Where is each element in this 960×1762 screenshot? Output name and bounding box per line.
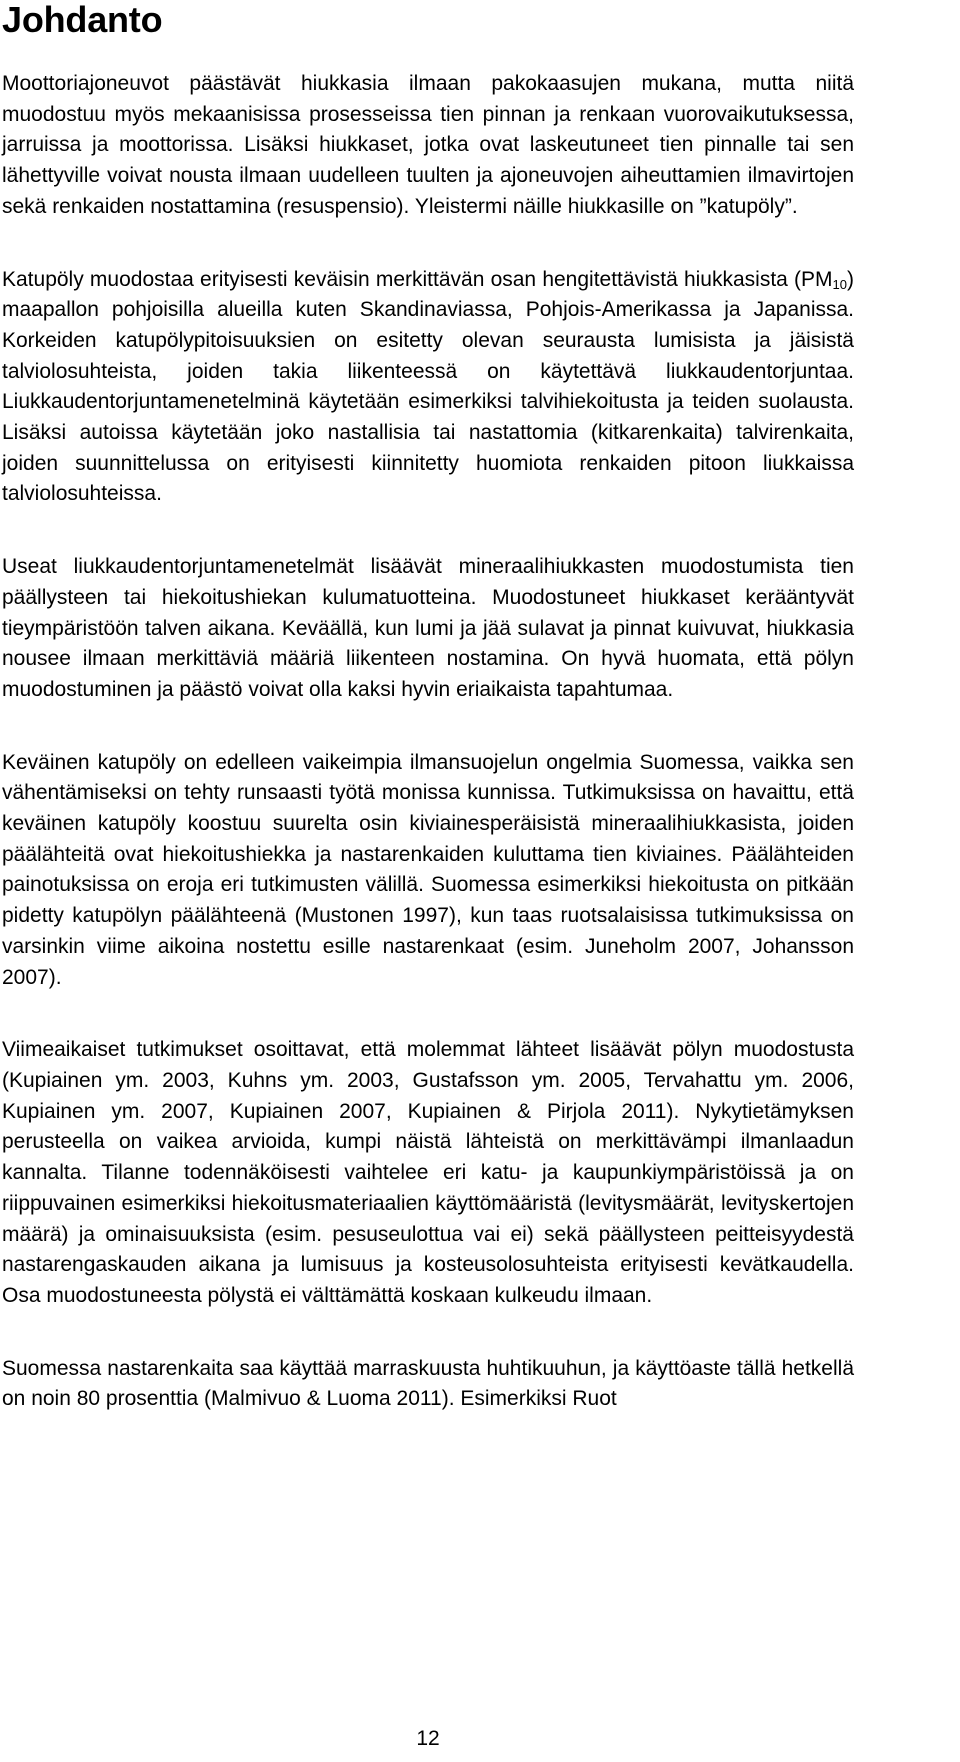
paragraph-2 [2, 265, 854, 511]
paragraph-2-text-b: ) maapallon pohjoisilla alueilla kuten Skandinaviassa, Pohjois-Amerikassa ja Japanissa. Korkeiden katupölypitoisuuksien on esitetty olevan seurausta lumisista ja jäisistä talviolosuhteista, joiden takia liikenteessä on käytettävä liukkaudentorjuntaa. Liukkaudentorjuntamenetelminä käytetään esimerkiksi talvihiekoitusta ja teiden suolausta. Lisäksi autoissa käytetään joko nastallisia tai nastattomia (kitkarenkaita) talvirenkaita, joiden suunnittelussa on erityisesti kiinnitetty huomiota renkaiden pitoon liukkaissa talviolosuhteissa. [2, 267, 854, 506]
page-number: 12 [416, 1727, 440, 1750]
paragraph-5: Viimeaikaiset tutkimukset osoittavat, että molemmat lähteet lisäävät pölyn muodostusta (Kupiainen ym. 2003, Kuhns ym. 2003, Gustafsson ym. 2005, Tervahattu ym. 2006, Kupiainen ym. 2007, Kupiainen 2007, Kupiainen & Pirjola 2011). Nykytietämyksen perusteella on vaikea arvioida, kumpi näistä lähteistä on merkittävämpi ilmanlaadun kannalta. Tilanne todennäköisesti vaihtelee eri katu- ja kaupunkiympäristöissä ja on riippuvainen esimerkiksi hiekoitusmateriaalien käyttömääristä (levitysmäärät, levityskertojen määrä) ja ominaisuuksista (esim. pesuseulottua vai ei) sekä päällysteen peitteisyydestä nastarengaskauden aikana ja lumisuus ja kosteusolosuhteista erityisesti kevätkaudella. Osa muodostuneesta pölystä ei välttämättä koskaan kulkeudu ilmaan. [2, 1038, 854, 1307]
page-title: Johdanto [2, 0, 163, 40]
paragraph-2-text-a: Katupöly muodostaa erityisesti keväisin merkittävän osan hengitettävistä hiukkasista (PM [2, 267, 833, 291]
paragraph-6: Suomessa nastarenkaita saa käyttää marraskuusta huhtikuuhun, ja käyttöaste tällä hetkellä on noin 80 prosenttia (Malmivuo & Luoma 2011). Esimerkiksi Ruot [2, 1356, 854, 1411]
pm10-subscript: 10 [832, 276, 847, 292]
paragraph-4: Keväinen katupöly on edelleen vaikeimpia ilmansuojelun ongelmia Suomessa, vaikka sen vähentämiseksi on tehty runsaasti työtä monissa kunnissa. Tutkimuksissa on havaittu, että keväinen katupöly koostuu suurelta osin kiviainesperäisistä mineraalihiukkasista, joiden päälähteitä ovat hiekoitushiekka ja nastarenkaiden kuluttama tien kiviaines. Päälähteiden painotuksissa on eroja eri tutkimusten välillä. Suomessa esimerkiksi hiekoitusta on pitkään pidetty katupölyn päälähteenä (Mustonen 1997), kun taas ruotsalaisissa tutkimuksissa on varsinkin viime aikoina nostettu esille nastarenkaat (esim. Juneholm 2007, Johansson 2007). [2, 750, 854, 989]
paragraph-1: Moottoriajoneuvot päästävät hiukkasia ilmaan pakokaasujen mukana, mutta niitä muodostuu myös mekaanisissa prosesseissa tien pinnan ja renkaan vuorovaikutuksessa, jarruissa ja moottorissa. Lisäksi hiukkaset, jotka ovat laskeutuneet tien pinnalle tai sen lähettyville voivat nousta ilmaan uudelleen tuulten ja ajoneuvojen aiheuttamien ilmavirtojen sekä renkaiden nostattamina (resuspensio). Yleistermi näille hiukkasille on ”katupöly”. [2, 72, 854, 218]
body-text [2, 69, 854, 1457]
paragraph-3: Useat liukkaudentorjuntamenetelmät lisäävät mineraalihiukkasten muodostumista tien päällysteen tai hiekoitushiekan kulumatuotteina. Muodostuneet hiukkaset kerääntyvät tieympäristöön talven aikana. Keväällä, kun lumi ja jää sulavat ja pinnat kuivuvat, hiukkasia nousee ilmaan merkittäviä määriä liikenteen nostamina. On hyvä huomata, että pölyn muodostuminen ja päästö voivat olla kaksi hyvin eriaikaista tapahtumaa. [2, 555, 854, 701]
